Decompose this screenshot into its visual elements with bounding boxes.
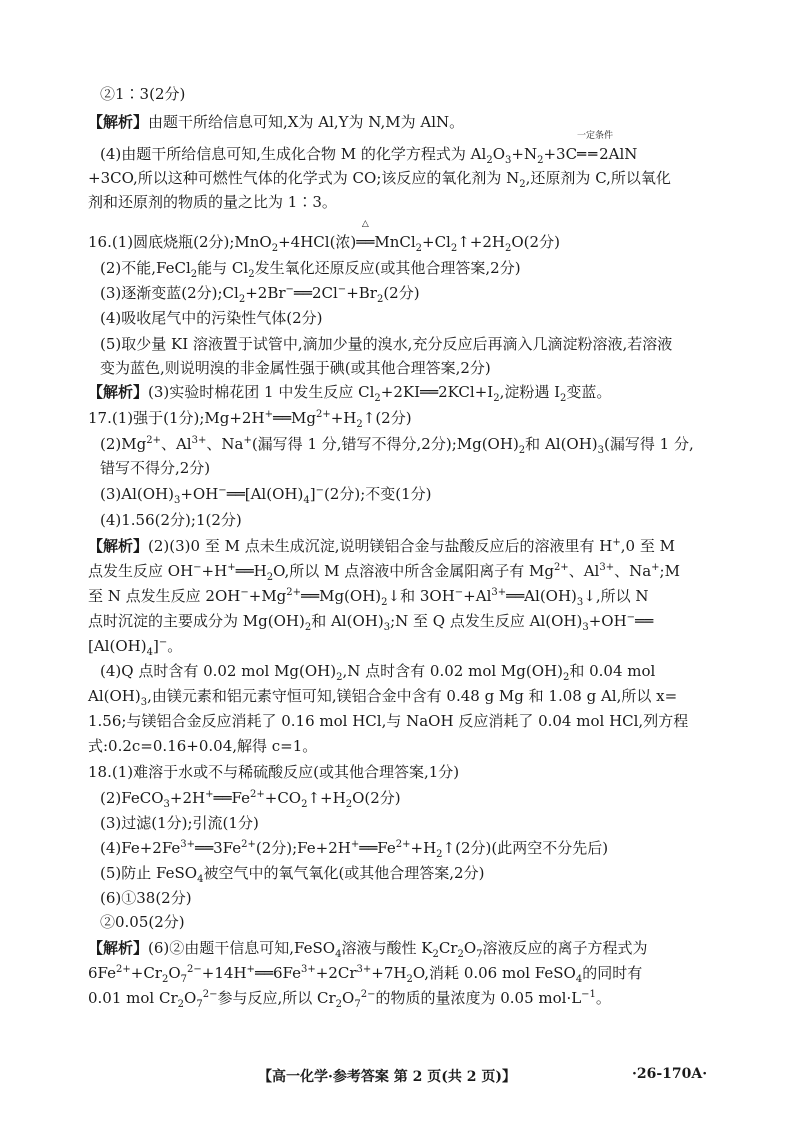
- text: (2分);Fe+2H: [255, 839, 351, 857]
- text: ══Fe: [359, 839, 396, 857]
- subscript: 2: [190, 269, 198, 280]
- subscript: 2: [432, 949, 439, 960]
- subscript: 2: [238, 294, 246, 305]
- superscript: 2+: [241, 839, 256, 850]
- subscript: 3: [582, 622, 589, 633]
- q16-line4: (4)吸收尾气中的污染性气体(2分): [100, 309, 323, 327]
- text: +H: [330, 409, 357, 427]
- q18-line1: 18.(1)难溶于水或不与稀硫酸反应(或其他合理答案,1分): [88, 763, 460, 781]
- subscript: 2: [519, 179, 526, 190]
- subscript: 2: [376, 294, 384, 305]
- text: +2Br: [245, 284, 286, 302]
- superscript: +: [227, 562, 236, 573]
- text: ;N 至 Q 点发生反应 Al(OH): [390, 612, 583, 630]
- text: ══Mg: [272, 409, 316, 427]
- q18-line7: ②0.05(2分): [100, 913, 185, 931]
- text: +2KI══2KCl+I: [380, 383, 494, 401]
- superscript: 2+: [553, 562, 569, 573]
- text: O(2分): [511, 233, 560, 251]
- text: 至 N 点发生反应 2OH: [88, 587, 241, 605]
- text: 能与 Cl: [197, 259, 249, 277]
- superscript: 3+: [180, 839, 196, 850]
- subscript: 2: [335, 999, 343, 1010]
- text: (3)Al(OH): [100, 485, 174, 503]
- subscript: 4: [146, 647, 153, 658]
- text: O(2分): [352, 789, 401, 807]
- text: O,所以 M 点溶液中所含金属阳离子有 Mg: [273, 562, 554, 580]
- text: (4)Q 点时含有 0.02 mol Mg(OH): [100, 662, 337, 680]
- subscript: 7: [196, 999, 203, 1010]
- text: Al(OH): [88, 687, 141, 705]
- text: 。: [595, 989, 611, 1007]
- text: ══Fe: [213, 789, 250, 807]
- subscript: 2: [457, 949, 464, 960]
- superscript: +: [243, 435, 252, 446]
- subscript: 2: [304, 622, 312, 633]
- text: +4HCl(浓): [278, 233, 357, 251]
- subscript: 2: [562, 672, 570, 683]
- superscript: −: [193, 562, 202, 573]
- text: 。: [167, 637, 183, 655]
- text: 溶液与酸性 K: [341, 939, 433, 957]
- q17-line3: 错写不得分,2分): [100, 459, 211, 477]
- q16-line3: [100, 283, 420, 303]
- superscript: 2+: [286, 587, 302, 598]
- text: ,淀粉遇 I: [499, 383, 561, 401]
- superscript: 3+: [356, 964, 372, 975]
- text: ══3Fe: [195, 839, 242, 857]
- subscript: 2: [381, 597, 388, 608]
- subscript: 7: [180, 974, 188, 985]
- q18-analysis-3: [88, 988, 611, 1008]
- text: 、Na: [206, 435, 244, 453]
- superscript: 2−: [360, 989, 376, 1000]
- superscript: 2−: [187, 964, 202, 975]
- text: 17.(1)强于(1分);Mg+2H: [88, 409, 265, 427]
- text: ══[Al(OH): [226, 485, 304, 503]
- q18-analysis-1: [88, 938, 648, 958]
- equals-sign: ══: [577, 145, 600, 163]
- page-footer-title: 【高一化学·参考答案 第 2 页(共 2 页)】: [258, 1069, 516, 1085]
- q17-analysis-2: [88, 561, 680, 581]
- subscript: 2: [271, 243, 279, 254]
- text: ══: [635, 612, 654, 630]
- superscript: −: [158, 637, 168, 648]
- text: ══H: [235, 562, 267, 580]
- subscript: 4: [197, 874, 204, 885]
- subscript: 3: [140, 697, 148, 708]
- subscript: 3: [597, 445, 605, 456]
- q17-analysis-6: [100, 661, 655, 681]
- q16-line2: [100, 258, 521, 278]
- superscript: −: [337, 284, 347, 295]
- text: (2分): [383, 284, 420, 302]
- subscript: 2: [345, 799, 353, 810]
- text: (2)FeCO: [100, 789, 164, 807]
- text: (2分);不变(1分): [323, 485, 432, 503]
- text: 点时沉淀的主要成分为 Mg(OH): [88, 612, 305, 630]
- text: (6)②由题干信息可知,FeSO: [148, 939, 336, 957]
- subscript: 2: [336, 672, 343, 683]
- q16-line1: [88, 219, 560, 254]
- text: +H: [201, 562, 228, 580]
- text: 点发生反应 OH: [88, 562, 194, 580]
- superscript: −: [240, 587, 249, 598]
- condition-label: △: [361, 219, 369, 229]
- q17-analysis-7: [88, 686, 677, 706]
- text: O,消耗 0.06 mol FeSO: [412, 964, 576, 982]
- text: ↑(2分): [362, 409, 412, 427]
- text: 16.(1)圆底烧瓶(2分);MnO: [88, 233, 272, 251]
- q17-line2: [100, 434, 694, 454]
- text: 和 Al(OH): [311, 612, 384, 630]
- q17-analysis-1: [88, 536, 675, 556]
- subscript: 2: [505, 243, 512, 254]
- text: ↓和 3OH: [387, 587, 455, 605]
- subscript: 2: [266, 572, 274, 583]
- text: ══6Fe: [254, 964, 302, 982]
- page-footer-code: ·26-170A·: [632, 1066, 708, 1082]
- text: +CO: [264, 789, 302, 807]
- q17-line1: [88, 408, 412, 428]
- q17-line5: (4)1.56(2分);1(2分): [100, 511, 242, 529]
- subscript: 2: [537, 155, 544, 166]
- text: 的同时有: [582, 964, 643, 982]
- text: ══Al(OH): [506, 587, 577, 605]
- superscript: 2+: [146, 435, 161, 446]
- superscript: +: [612, 537, 621, 548]
- text: 和 Al(OH): [525, 435, 598, 453]
- subscript: 2: [177, 999, 185, 1010]
- text: (漏写得 1 分,: [604, 435, 694, 453]
- text: (3)实验时棉花团 1 中发生反应 Cl: [148, 383, 375, 401]
- q17-line4: [100, 484, 432, 504]
- q17-analysis-5: [88, 636, 182, 656]
- text: ↑+H: [307, 789, 346, 807]
- text: ↑(2分)(此两空不分先后): [442, 839, 609, 857]
- reaction-condition: [577, 131, 614, 164]
- text: ↓,所以 N: [583, 587, 649, 605]
- text: (5)防止 FeSO: [100, 864, 198, 882]
- superscript: 3+: [301, 964, 316, 975]
- text: 、Na: [614, 562, 652, 580]
- text: ,由镁元素和铝元素守恒可知,镁铝合金中含有 0.48 g Mg 和 1.08 g Al,所以 x=: [147, 687, 678, 705]
- superscript: +: [264, 409, 273, 420]
- text: +N: [511, 145, 538, 163]
- text: (2)(3)0 至 M 点未生成沉淀,说明镁铝合金与盐酸反应后的溶液里有 H: [148, 537, 613, 555]
- text: 2AlN: [599, 145, 638, 163]
- text: MnCl: [374, 233, 416, 251]
- text: (漏写得 1 分,错写不得分,2分);Mg(OH): [251, 435, 519, 453]
- text: ]: [152, 637, 159, 655]
- q18-line3: (3)过滤(1分);引流(1分): [100, 814, 259, 832]
- text: [Al(OH): [88, 637, 147, 655]
- text: 被空气中的氧气氧化(或其他合理答案,2分): [203, 864, 485, 882]
- text: ══2Cl: [293, 284, 338, 302]
- text: (4)由题干所给信息可知,生成化合物 M 的化学方程式为 Al: [100, 145, 487, 163]
- text: +Mg: [248, 587, 287, 605]
- subscript: 2: [415, 243, 423, 254]
- superscript: 3+: [491, 587, 507, 598]
- text: +Al: [463, 587, 492, 605]
- text: ]: [309, 485, 316, 503]
- superscript: −: [454, 587, 464, 598]
- text: 、Al: [160, 435, 192, 453]
- text: +7H: [371, 964, 407, 982]
- analysis-tag: 【解析】: [88, 939, 149, 957]
- q15-p4-line2: [88, 168, 671, 188]
- superscript: +: [350, 839, 360, 850]
- text: O: [463, 939, 477, 957]
- text: (2)不能,FeCl: [100, 259, 191, 277]
- superscript: 2+: [315, 409, 331, 420]
- text: +OH: [180, 485, 219, 503]
- q16-line6: 变为蓝色,则说明溴的非金属性强于碘(或其他合理答案,2分): [100, 359, 491, 377]
- q15-p4-line1: [100, 131, 638, 166]
- text: +2Cr: [315, 964, 357, 982]
- subscript: 2: [560, 393, 567, 404]
- subscript: 2: [374, 393, 381, 404]
- subscript: 4: [575, 974, 583, 985]
- text: +Cr: [130, 964, 162, 982]
- subscript: 2: [493, 393, 500, 404]
- q17-analysis-9: 式:0.2c=0.16+0.04,解得 c=1。: [88, 737, 318, 755]
- text: +Cl: [422, 233, 451, 251]
- q18-line4: [100, 838, 608, 858]
- text: ,还原剂为 C,所以氧化: [525, 169, 671, 187]
- subscript: 2: [486, 155, 493, 166]
- text: +H: [410, 839, 437, 857]
- q16-line5: (5)取少量 KI 溶液置于试管中,滴加少量的溴水,充分反应后再滴入几滴淀粉溶液,若溶液: [100, 335, 673, 353]
- superscript: −: [285, 284, 294, 295]
- text: ,0 至 M: [620, 537, 675, 555]
- text: ;M: [659, 562, 680, 580]
- text: 溶液反应的离子方程式为: [482, 939, 648, 957]
- subscript: 2: [248, 269, 255, 280]
- text: +Br: [346, 284, 377, 302]
- q17-analysis-8: 1.56;与镁铝合金反应消耗了 0.16 mol HCl,与 NaOH 反应消耗了 0.04 mol HCl,列方程: [88, 712, 689, 730]
- analysis-tag: 【解析】: [88, 113, 149, 131]
- superscript: 2+: [395, 839, 411, 850]
- text: 0.01 mol Cr: [88, 989, 178, 1007]
- text: O: [492, 145, 505, 163]
- subscript: 2: [406, 974, 413, 985]
- q18-analysis-2: [88, 963, 642, 983]
- text: 由题干所给信息可知,X为 Al,Y为 N,M为 AlN。: [148, 113, 465, 131]
- subscript: 3: [505, 155, 512, 166]
- subscript: 2: [450, 243, 458, 254]
- text: 参与反应,所以 Cr: [217, 989, 336, 1007]
- subscript: 4: [303, 495, 310, 506]
- text: O: [184, 989, 197, 1007]
- reaction-condition: [356, 219, 375, 252]
- superscript: +: [651, 562, 660, 573]
- text: 、Al: [568, 562, 600, 580]
- text: (3)逐渐变蓝(2分);Cl: [100, 284, 239, 302]
- subscript: 2: [436, 849, 443, 860]
- text: O: [342, 989, 355, 1007]
- superscript: −: [218, 485, 227, 496]
- superscript: +: [246, 964, 255, 975]
- q15-part2: ②1∶3(2分): [100, 85, 186, 103]
- text: +3C: [543, 145, 578, 163]
- text: +2H: [169, 789, 206, 807]
- text: ══Mg(OH): [301, 587, 382, 605]
- analysis-tag: 【解析】: [88, 537, 149, 555]
- subscript: 3: [173, 495, 181, 506]
- text: 和 0.04 mol: [569, 662, 656, 680]
- text: 变蓝。: [566, 383, 612, 401]
- text: +3CO,所以这种可燃性气体的化学式为 CO;该反应的氧化剂为 N: [88, 169, 520, 187]
- text: ↑+2H: [457, 233, 505, 251]
- text: 6Fe: [88, 964, 117, 982]
- text: (2)Mg: [100, 435, 147, 453]
- superscript: 2+: [116, 964, 131, 975]
- text: (4)Fe+2Fe: [100, 839, 181, 857]
- subscript: 2: [356, 419, 363, 430]
- q18-line6: (6)①38(2分): [100, 889, 192, 907]
- superscript: −: [315, 485, 324, 496]
- superscript: 3+: [599, 562, 615, 573]
- subscript: 2: [161, 974, 169, 985]
- subscript: 2: [301, 799, 308, 810]
- subscript: 3: [163, 799, 170, 810]
- superscript: −1: [581, 989, 596, 1000]
- subscript: 2: [518, 445, 526, 456]
- superscript: 2−: [202, 989, 218, 1000]
- text: 的物质的量浓度为 0.05 mol·L: [375, 989, 582, 1007]
- subscript: 7: [354, 999, 361, 1010]
- q15-analysis-line: [88, 112, 464, 132]
- text: 发生氧化还原反应(或其他合理答案,2分): [254, 259, 521, 277]
- q18-line5: [100, 863, 484, 883]
- subscript: 7: [476, 949, 483, 960]
- q15-p4-line3: 剂和还原剂的物质的量之比为 1∶3。: [88, 193, 337, 211]
- text: +14H: [201, 964, 247, 982]
- subscript: 3: [576, 597, 584, 608]
- analysis-tag: 【解析】: [88, 383, 149, 401]
- text: Cr: [438, 939, 458, 957]
- subscript: 4: [335, 949, 342, 960]
- text: +OH: [588, 612, 627, 630]
- condition-label: 一定条件: [577, 131, 614, 141]
- superscript: −: [626, 612, 636, 623]
- subscript: 3: [383, 622, 391, 633]
- q18-line2: [100, 788, 401, 808]
- superscript: 3+: [191, 435, 207, 446]
- superscript: +: [205, 789, 214, 800]
- equals-sign: ══: [356, 233, 375, 251]
- q16-analysis: [88, 382, 611, 402]
- text: O: [168, 964, 181, 982]
- q17-analysis-3: [88, 586, 649, 606]
- text: ,N 点时含有 0.02 mol Mg(OH): [342, 662, 563, 680]
- superscript: 2+: [250, 789, 265, 800]
- q17-analysis-4: [88, 611, 653, 631]
